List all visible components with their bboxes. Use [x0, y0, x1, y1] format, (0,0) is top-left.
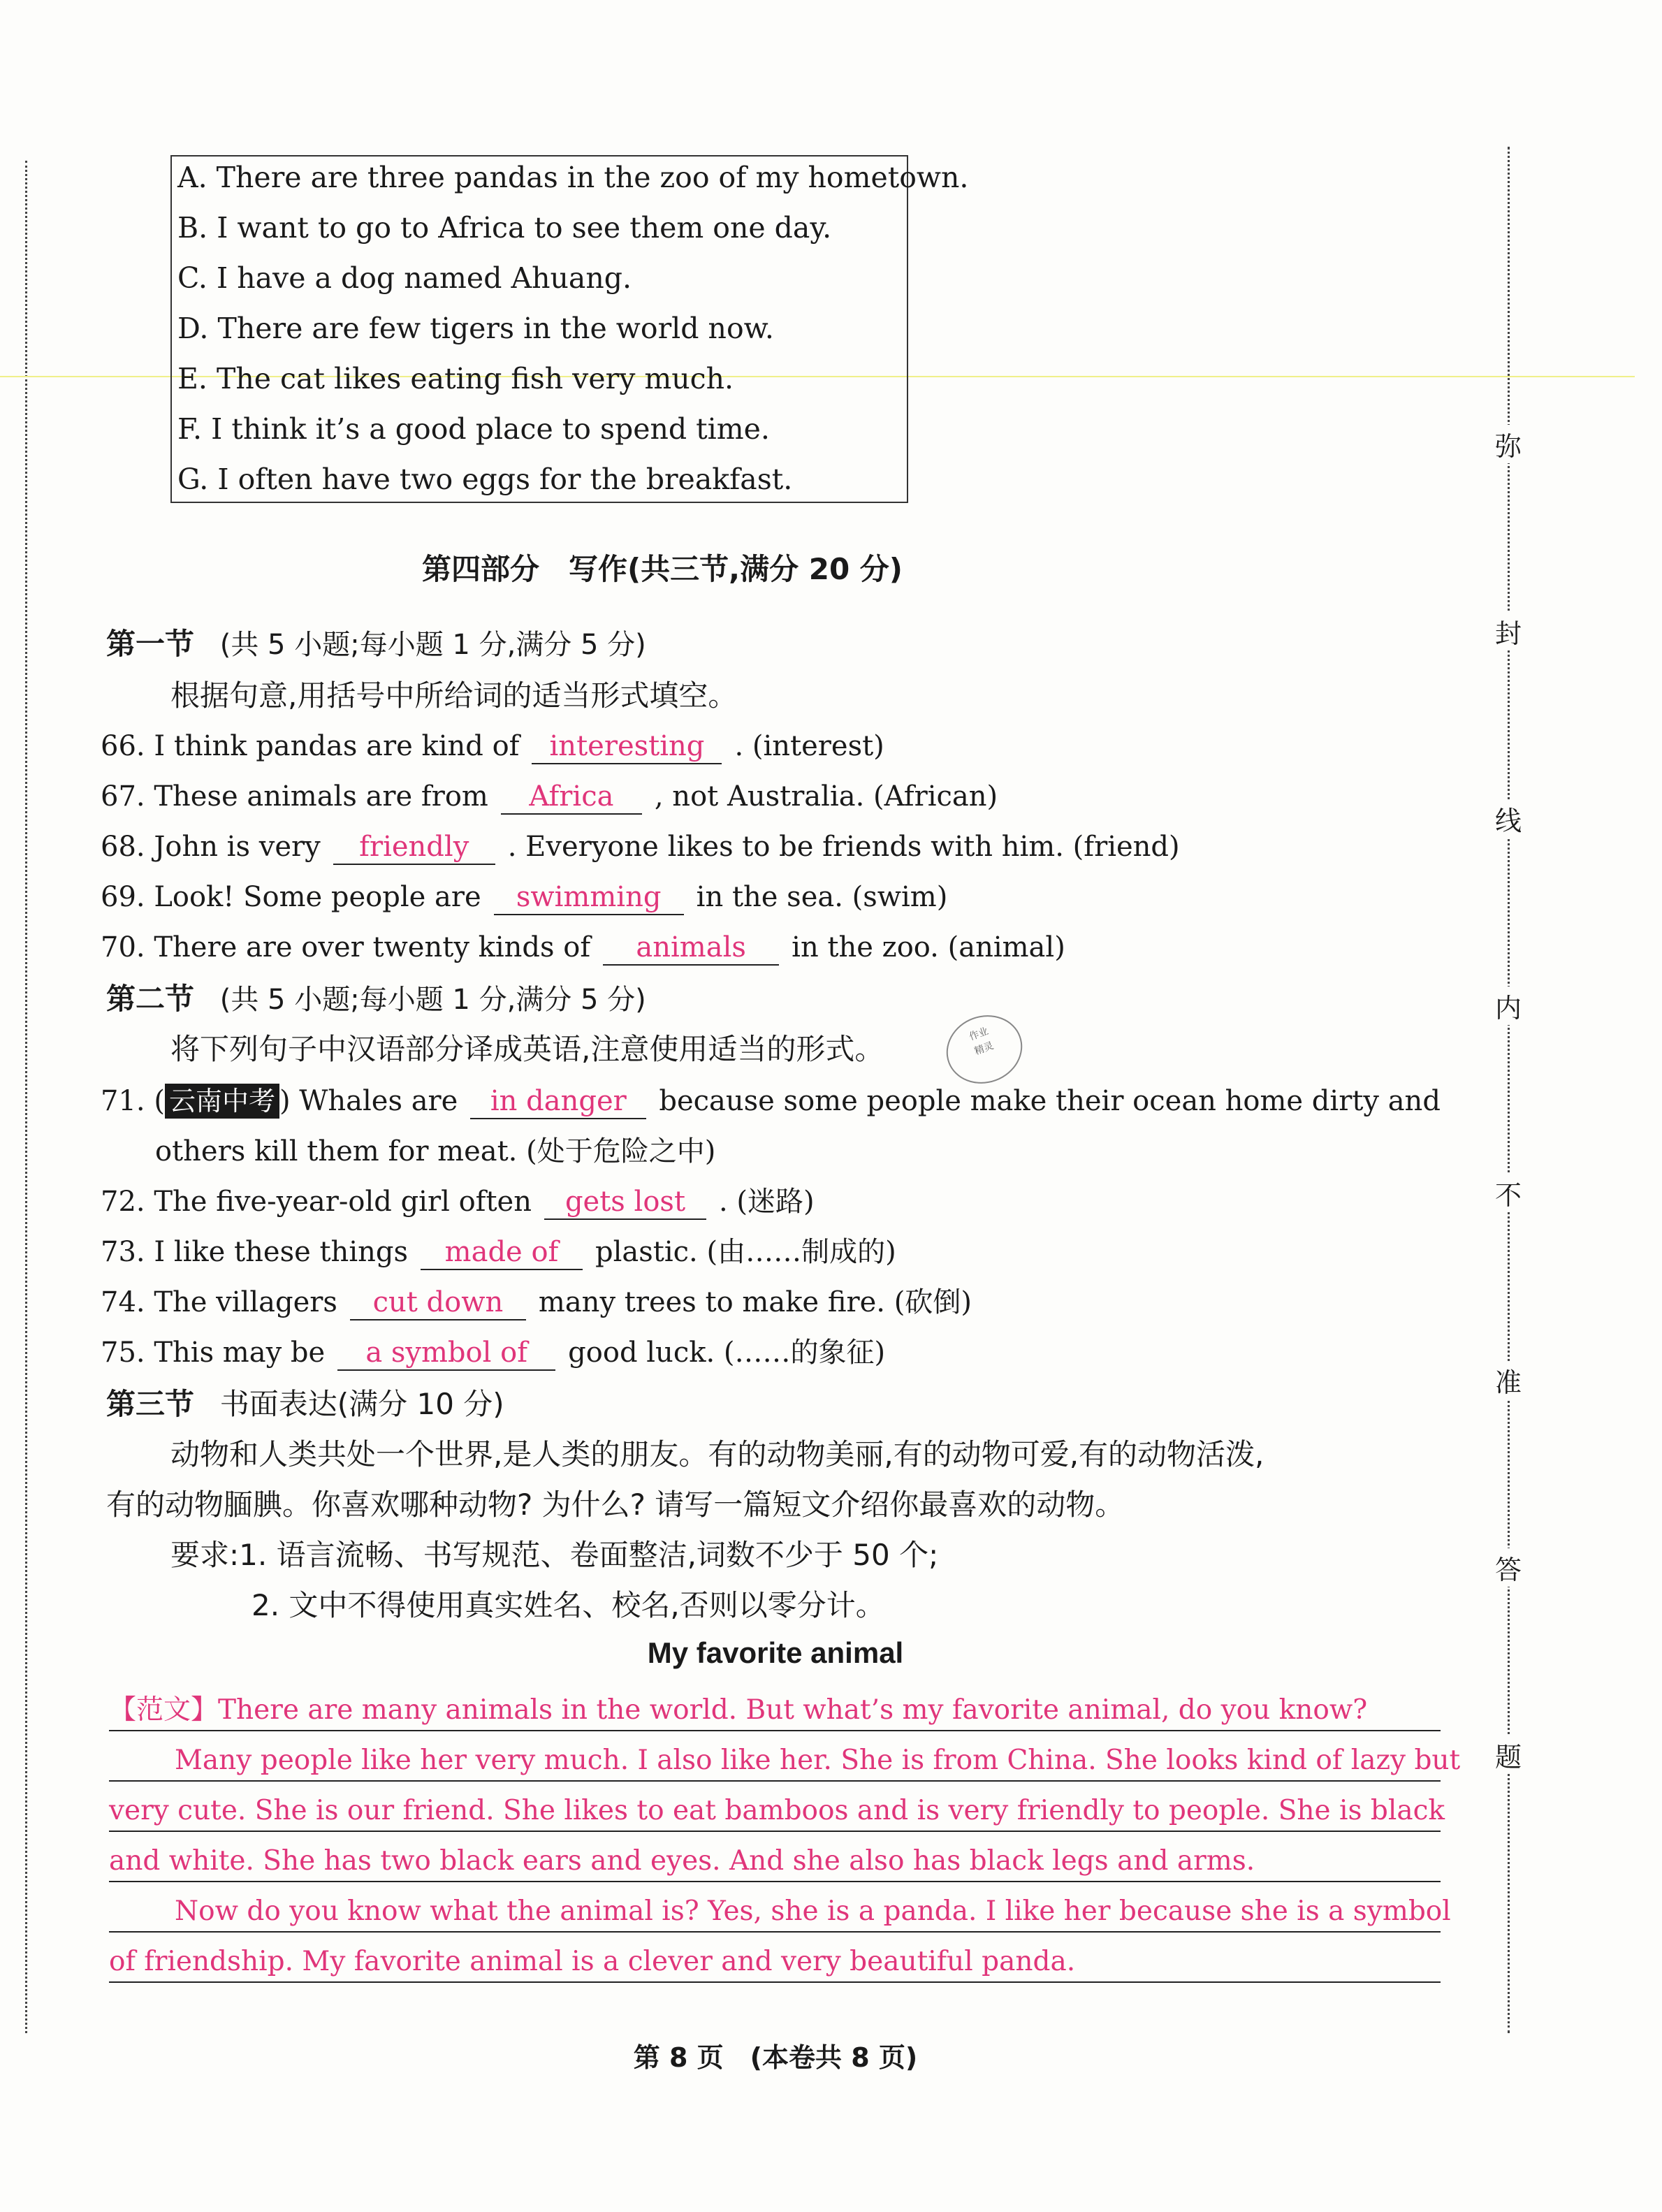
seal-char: 弥 [1492, 425, 1524, 463]
answer-70: animals [603, 931, 779, 966]
answer-69: swimming [494, 880, 684, 915]
exam-source-tag: 云南中考 [165, 1084, 279, 1119]
item-text: 72. The five-year-old girl often [101, 1186, 532, 1218]
seal-char: 答 [1492, 1548, 1524, 1587]
answer-68: friendly [333, 830, 495, 865]
item-66 [101, 727, 884, 766]
option-e: E. The cat likes eating fish very much. [177, 362, 734, 395]
item-text: ) Whales are [279, 1085, 458, 1117]
section2-note: (共 5 小题;每小题 1 分,满分 5 分) [219, 984, 646, 1016]
section3-prompt-line2: 有的动物腼腆。你喜欢哪种动物? 为什么? 请写一篇短文介绍你最喜欢的动物。 [106, 1487, 1125, 1522]
essay-line-1 [109, 1691, 1367, 1730]
essay-text: There are many animals in the world. But what’s my favorite animal, do you know? [218, 1694, 1368, 1726]
item-70 [101, 928, 1065, 967]
item-67 [101, 777, 998, 816]
seal-char: 封 [1492, 612, 1524, 650]
essay-line-4: and white. She has two black ears and eyes. And she also has black legs and arms. [109, 1845, 1255, 1877]
seal-char: 不 [1492, 1174, 1524, 1212]
item-69 [101, 878, 947, 917]
sample-essay-label: 【范文】 [109, 1694, 219, 1726]
item-text: 71. ( [101, 1085, 165, 1117]
answer-73: made of [421, 1235, 583, 1270]
section3-prompt-line1: 动物和人类共处一个世界,是人类的朋友。有的动物美丽,有的动物可爱,有的动物活泼, [170, 1437, 1264, 1471]
section1-title: 第一节 [106, 627, 195, 661]
part-title: 第四部分 写作(共三节,满分 20 分) [421, 552, 903, 586]
item-text: . Everyone likes to be friends with him. (friend) [507, 831, 1180, 863]
essay-line-2: Many people like her very much. I also like her. She is from China. She looks kind of lazy but [175, 1745, 1461, 1776]
section1-note: (共 5 小题;每小题 1 分,满分 5 分) [219, 629, 646, 661]
item-73 [101, 1232, 896, 1272]
item-text: in the sea. (swim) [696, 881, 948, 913]
item-text: 67. These animals are from [101, 780, 488, 813]
item-75 [101, 1333, 885, 1372]
item-71-continued: others kill them for meat. (处于危险之中) [155, 1135, 716, 1167]
section2-title: 第二节 [106, 982, 195, 1016]
essay-line-6: of friendship. My favorite animal is a clever and very beautiful panda. [109, 1946, 1076, 1977]
section2-heading [106, 980, 646, 1019]
essay-line-5: Now do you know what the animal is? Yes, she is a panda. I like her because she is a symbol [175, 1896, 1451, 1927]
option-a: A. There are three pandas in the zoo of my hometown. [177, 161, 969, 194]
seal-char: 内 [1492, 987, 1524, 1025]
answer-74: cut down [350, 1286, 526, 1320]
section3-note: 书面表达(满分 10 分) [219, 1387, 504, 1421]
item-text: plastic. (由……制成的) [595, 1236, 896, 1268]
watermark-stamp: 作业 精灵 [937, 1005, 1032, 1094]
item-text: in the zoo. (animal) [792, 931, 1065, 963]
section3-title: 第三节 [106, 1387, 195, 1421]
left-dotted-margin [25, 161, 27, 2033]
item-text: 73. I like these things [101, 1236, 408, 1268]
seal-char: 题 [1492, 1736, 1524, 1774]
item-text: 70. There are over twenty kinds of [101, 931, 591, 963]
answer-71: in danger [470, 1084, 646, 1119]
item-text: 68. John is very [101, 831, 321, 863]
essay-title: My favorite animal [647, 1636, 904, 1669]
item-text: . (迷路) [719, 1186, 815, 1218]
section1-instruction: 根据句意,用括号中所给词的适当形式填空。 [170, 678, 738, 713]
option-f: F. I think it’s a good place to spend time. [177, 412, 770, 446]
options-box [170, 155, 969, 503]
page-footer: 第 8 页 (本卷共 8 页) [633, 2042, 918, 2073]
item-text: 74. The villagers [101, 1286, 337, 1318]
item-71 [101, 1082, 1441, 1121]
seal-char: 线 [1492, 799, 1524, 838]
item-text: many trees to make fire. (砍倒) [538, 1286, 972, 1318]
item-72 [101, 1182, 815, 1221]
item-68 [101, 827, 1180, 866]
item-text: 66. I think pandas are kind of [101, 730, 520, 762]
item-text: because some people make their ocean home dirty and [659, 1085, 1441, 1117]
item-text: good luck. (……的象征) [568, 1337, 886, 1369]
section1-heading [106, 625, 646, 664]
section2-instruction: 将下列句子中汉语部分译成英语,注意使用适当的形式。 [170, 1032, 884, 1066]
item-text: , not Australia. (African) [654, 780, 998, 813]
answer-67: Africa [501, 780, 642, 815]
essay-line-3: very cute. She is our friend. She likes to eat bamboos and is very friendly to people. She is black [109, 1795, 1445, 1826]
section3-heading [106, 1385, 504, 1425]
answer-66: interesting [532, 729, 722, 764]
option-b: B. I want to go to Africa to see them one day. [177, 211, 832, 245]
item-text: . (interest) [734, 730, 884, 762]
item-text: 75. This may be [101, 1337, 326, 1369]
section3-requirement-1: 要求:1. 语言流畅、书写规范、卷面整洁,词数不少于 50 个; [170, 1538, 939, 1572]
answer-72: gets lost [544, 1185, 706, 1220]
section3-requirement-2: 2. 文中不得使用真实姓名、校名,否则以零分计。 [252, 1588, 885, 1622]
option-g: G. I often have two eggs for the breakfast. [177, 463, 793, 496]
item-74 [101, 1283, 972, 1322]
item-text: 69. Look! Some people are [101, 881, 481, 913]
option-d: D. There are few tigers in the world now. [177, 312, 774, 345]
answer-75: a symbol of [337, 1336, 555, 1371]
option-c: C. I have a dog named Ahuang. [177, 261, 632, 295]
seal-char: 准 [1492, 1361, 1524, 1399]
